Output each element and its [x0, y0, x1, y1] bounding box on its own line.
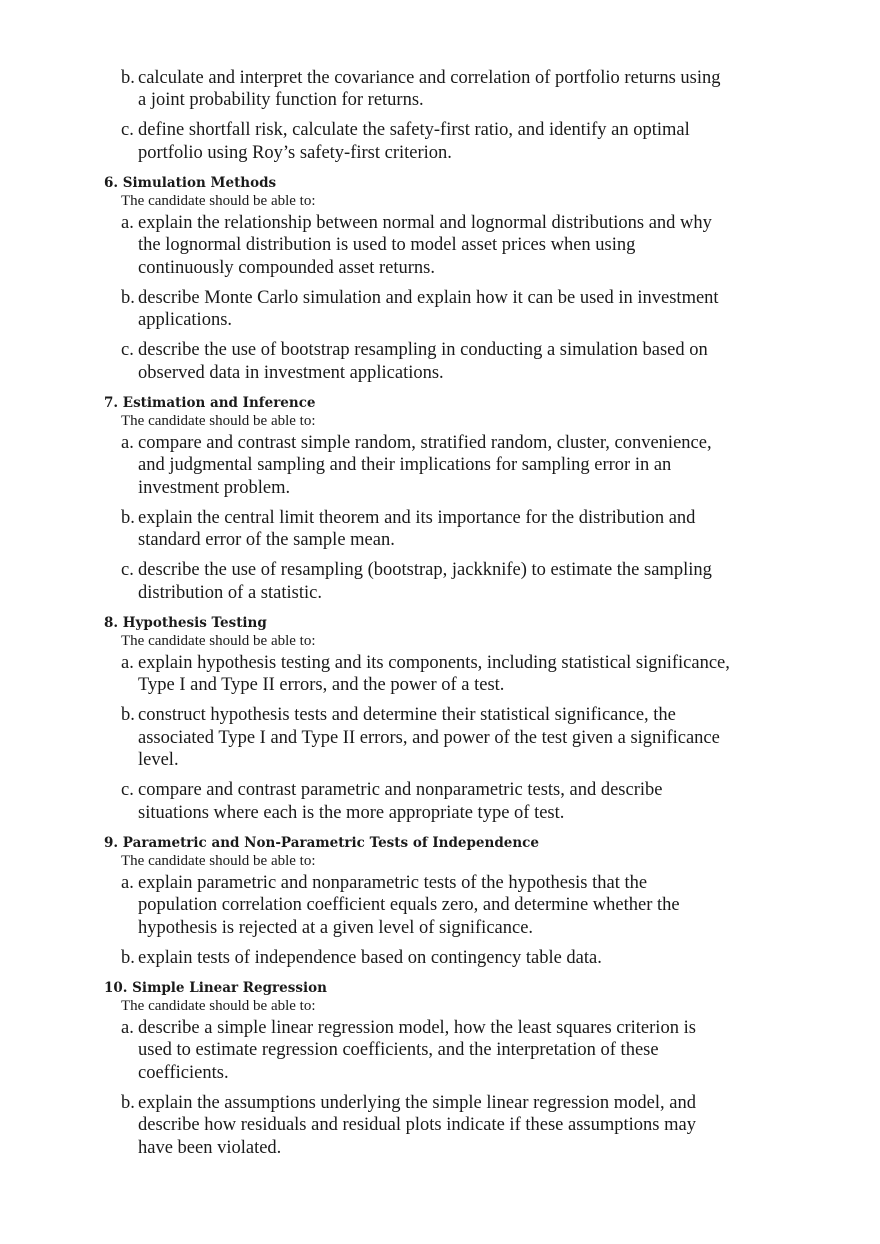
item-text-line: the lognormal distribution is used to model asset prices when using [138, 235, 636, 256]
section-heading: 7. Estimation and Inference [104, 395, 316, 411]
item-letter: c. [121, 120, 134, 141]
item-letter: a. [121, 212, 134, 233]
item-text-line: distribution of a statistic. [138, 582, 322, 603]
item-text-line: explain the central limit theorem and its importance for the distribution and [138, 507, 696, 528]
section-items [0, 212, 880, 385]
list-item [0, 704, 880, 772]
section [0, 394, 880, 604]
item-text-line: explain the relationship between normal and lognormal distributions and why [138, 212, 712, 233]
item-text-line: describe the use of bootstrap resampling in conducting a simulation based on [138, 340, 708, 361]
item-text-line: describe a simple linear regression model, how the least squares criterion is [138, 1017, 696, 1038]
item-text-line: explain parametric and nonparametric tests of the hypothesis that the [138, 872, 648, 893]
item-letter: b. [121, 1092, 135, 1113]
item-text-line: describe Monte Carlo simulation and explain how it can be used in investment [138, 287, 719, 308]
item-text-line: population correlation coefficient equals zero, and determine whether the [138, 895, 680, 916]
item-text-line: describe how residuals and residual plots indicate if these assumptions may [138, 1115, 696, 1136]
item-text-line: continuously compounded asset returns. [138, 257, 435, 278]
item-letter: b. [121, 705, 135, 726]
section-items [0, 652, 880, 825]
intro-items [0, 67, 880, 165]
item-letter: c. [121, 340, 134, 361]
item-text-line: explain hypothesis testing and its components, including statistical significance, [138, 652, 730, 673]
item-text-line: used to estimate regression coefficients, and the interpretation of these [138, 1040, 659, 1061]
item-text-line: standard error of the sample mean. [138, 530, 395, 551]
list-item [0, 779, 880, 824]
section-items [0, 1017, 880, 1160]
item-text-line: compare and contrast parametric and nonparametric tests, and describe [138, 780, 663, 801]
item-letter: b. [121, 507, 135, 528]
list-item [0, 872, 880, 940]
section-items [0, 872, 880, 970]
section-subtitle: The candidate should be able to: [121, 633, 316, 649]
item-letter: b. [121, 947, 135, 968]
item-text-line: Type I and Type II errors, and the power of a test. [138, 675, 505, 696]
list-item [0, 119, 880, 164]
section [0, 979, 880, 1159]
item-text-line: have been violated. [138, 1137, 282, 1158]
list-item [0, 652, 880, 697]
section-subtitle: The candidate should be able to: [121, 998, 316, 1014]
item-text-line: associated Type I and Type II errors, and power of the test given a significance [138, 727, 720, 748]
item-letter: c. [121, 560, 134, 581]
section-subtitle: The candidate should be able to: [121, 853, 316, 869]
section [0, 614, 880, 824]
document-page [0, 67, 880, 1160]
item-letter: a. [121, 872, 134, 893]
item-text-line: observed data in investment applications. [138, 362, 444, 383]
item-text-line: and judgmental sampling and their implications for sampling error in an [138, 455, 672, 476]
item-text-line: investment problem. [138, 477, 291, 498]
item-text-line: calculate and interpret the covariance and correlation of portfolio returns using [138, 67, 721, 88]
section-items [0, 432, 880, 605]
item-text-line: explain tests of independence based on contingency table data. [138, 947, 602, 968]
item-letter: c. [121, 780, 134, 801]
item-letter: a. [121, 652, 134, 673]
list-item [0, 67, 880, 112]
list-item [0, 1092, 880, 1160]
item-text-line: situations where each is the more appropriate type of test. [138, 802, 565, 823]
item-letter: a. [121, 432, 134, 453]
item-text-line: a joint probability function for returns. [138, 90, 424, 111]
item-text-line: applications. [138, 310, 233, 331]
list-item [0, 1017, 880, 1085]
section-heading: 8. Hypothesis Testing [104, 615, 267, 631]
item-text-line: level. [138, 750, 179, 771]
section-subtitle: The candidate should be able to: [121, 413, 316, 429]
section-heading: 6. Simulation Methods [104, 175, 277, 191]
section [0, 834, 880, 969]
section-heading: 10. Simple Linear Regression [104, 980, 327, 996]
item-letter: a. [121, 1017, 134, 1038]
list-item [0, 432, 880, 500]
list-item [0, 947, 880, 970]
list-item [0, 212, 880, 280]
list-item [0, 339, 880, 384]
list-item [0, 559, 880, 604]
item-text-line: define shortfall risk, calculate the safety-first ratio, and identify an optimal [138, 120, 690, 141]
section-subtitle: The candidate should be able to: [121, 193, 316, 209]
item-text-line: describe the use of resampling (bootstrap, jackknife) to estimate the sampling [138, 560, 712, 581]
item-text-line: construct hypothesis tests and determine their statistical significance, the [138, 705, 676, 726]
item-text-line: portfolio using Roy’s safety-first criterion. [138, 142, 452, 163]
item-letter: b. [121, 67, 135, 88]
item-letter: b. [121, 287, 135, 308]
item-text-line: explain the assumptions underlying the simple linear regression model, and [138, 1092, 696, 1113]
section [0, 174, 880, 384]
list-item [0, 507, 880, 552]
section-heading: 9. Parametric and Non-Parametric Tests of Independence [104, 835, 539, 851]
item-text-line: hypothesis is rejected at a given level of significance. [138, 917, 534, 938]
item-text-line: coefficients. [138, 1062, 229, 1083]
item-text-line: compare and contrast simple random, stratified random, cluster, convenience, [138, 432, 712, 453]
list-item [0, 287, 880, 332]
